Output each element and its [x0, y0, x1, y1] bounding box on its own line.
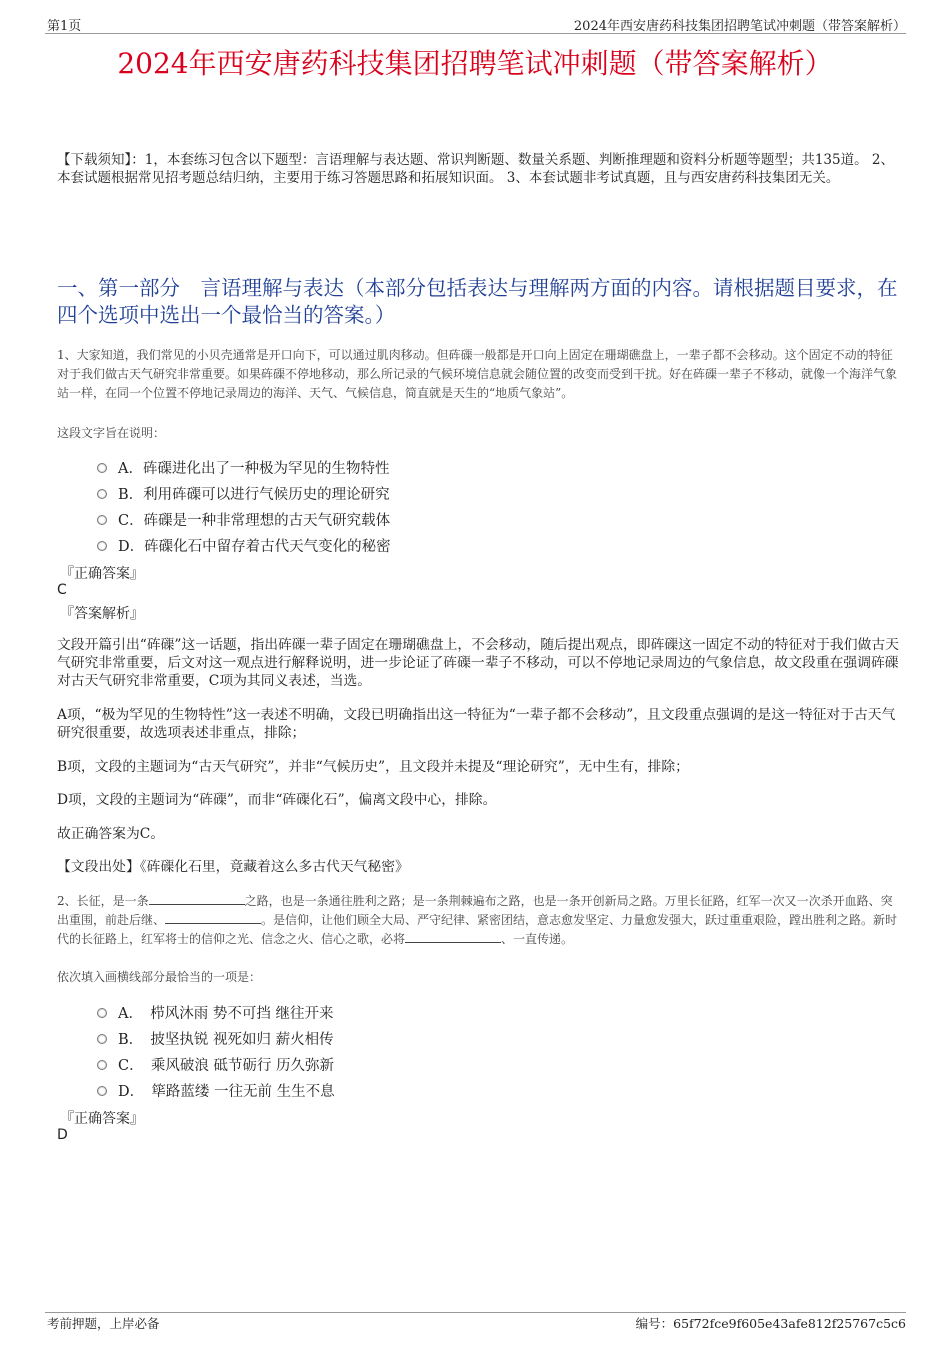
analysis-paragraph: 故正确答案为C。: [57, 826, 165, 842]
analysis-paragraph: A项，“极为罕见的生物特性”这一表述不明确，文段已明确指出这一特征为“一辈子都不会移动”，且文段重点强调的是这一特征对于古天气研究很重要，故选项表述非重点，排除；: [57, 707, 896, 741]
question-1-analysis-label: 『答案解析』: [60, 606, 144, 622]
text-segment: 。是信仰，让他们顾全大局、严守纪律、紧密团结，意志愈发坚定、力量愈发强大，跃过重重艰险，蹚出胜利之路。新时代的长征路上，红军将士的信仰之光、信念之火、信心之歌，必将: [57, 913, 898, 946]
page-number: 第1页: [47, 19, 82, 34]
radio-icon[interactable]: [97, 463, 107, 473]
radio-icon[interactable]: [97, 515, 107, 525]
question-2-answer-label: 『正确答案』: [60, 1111, 144, 1127]
question-2-option-a[interactable]: [97, 1002, 333, 1023]
question-1-option-c[interactable]: [97, 509, 390, 530]
question-1-option-d[interactable]: [97, 535, 391, 556]
question-1-option-b[interactable]: [97, 483, 390, 504]
footer-divider: [45, 1312, 906, 1313]
header-doc-title: 2024年西安唐药科技集团招聘笔试冲刺题（带答案解析）: [573, 19, 906, 34]
radio-icon[interactable]: [97, 489, 107, 499]
option-label: C． 乘风破浪 砥节砺行 历久弥新: [118, 1058, 335, 1074]
question-1-answer-label: 『正确答案』: [60, 566, 144, 582]
option-label: C．砗磲是一种非常理想的古天气研究载体: [118, 513, 391, 529]
option-label: A． 栉风沐雨 势不可挡 继往开来: [118, 1006, 334, 1022]
section-heading: 一、第一部分 言语理解与表达（本部分包括表达与理解两方面的内容。请根据题目要求，在四个选项中选出一个最恰当的答案。）: [57, 276, 898, 327]
download-notice: 【下载须知】：1，本套练习包含以下题型：言语理解与表达题、常识判断题、数量关系题、判断推理题和资料分析题等题型；共135道。 2、本套试题根据常见招考题总结归纳，主要用于练习答题思路和拓展知识面。 3、本套试题非考试真题，且与西安唐药科技集团无关。: [57, 152, 894, 186]
option-label: B．利用砗磲可以进行气候历史的理论研究: [118, 487, 390, 503]
radio-icon[interactable]: [97, 541, 107, 551]
question-1-text: 1、大家知道，我们常见的小贝壳通常是开口向下，可以通过肌肉移动。但砗磲一般都是开口向上固定在珊瑚礁盘上，一辈子都不会移动。这个固定不动的特征对于我们做古天气研究非常重要。如果砗磲不停地移动，那么所记录的气候环境信息就会随位置的改变而受到干扰。好在砗磲一辈子不移动，就像一个海洋气象站一样，在同一个位置不停地记录周边的海洋、天气、气候信息，简直就是天生的“地质气象站”。: [57, 348, 898, 400]
question-1-answer: C: [57, 582, 67, 598]
question-2-prompt: 依次填入画横线部分最恰当的一项是：: [57, 970, 262, 984]
footer-slogan: 考前押题，上岸必备: [47, 1316, 160, 1331]
option-label: A．砗磲进化出了一种极为罕见的生物特性: [118, 461, 390, 477]
question-1-prompt: 这段文字旨在说明：: [57, 426, 166, 440]
question-2-option-d[interactable]: [97, 1080, 335, 1101]
analysis-paragraph: 文段开篇引出“砗磲”这一话题，指出砗磲一辈子固定在珊瑚礁盘上，不会移动，随后提出观点，即砗磲这一固定不动的特征对于我们做古天气研究非常重要，后文对这一观点进行解释说明，进一步论证了砗磲一辈子不移动，可以不停地记录周边的气象信息，故文段重在强调砗磲对古天气研究非常重要，C项为其同义表述，当选。: [57, 637, 899, 689]
radio-icon[interactable]: [97, 1034, 107, 1044]
option-label: D． 筚路蓝缕 一往无前 生生不息: [118, 1084, 335, 1100]
fill-blank: [165, 911, 261, 924]
text-segment: 、一直传递。: [501, 932, 574, 946]
radio-icon[interactable]: [97, 1008, 107, 1018]
question-2-answer: D: [57, 1127, 68, 1143]
fill-blank: [405, 930, 501, 943]
analysis-paragraph: D项，文段的主题词为“砗磲”，而非“砗磲化石”，偏离文段中心，排除。: [57, 792, 497, 808]
header-divider: [45, 33, 906, 34]
analysis-paragraph: B项，文段的主题词为“古天气研究”，并非“气候历史”，且文段并未提及“理论研究”，无中生有，排除；: [57, 759, 689, 775]
radio-icon[interactable]: [97, 1086, 107, 1096]
text-segment: 之路，也是一条通往胜利之路；是一条荆棘遍布之路，也是一条开创新局之路。万里长征路，红军一次又一次杀开血路、突出重围，前赴后继、: [57, 894, 893, 927]
fill-blank: [149, 892, 245, 905]
question-2-option-c[interactable]: [97, 1054, 334, 1075]
question-2-option-b[interactable]: [97, 1028, 334, 1049]
text-segment: 2、长征，是一条: [57, 894, 149, 908]
page-title: 2024年西安唐药科技集团招聘笔试冲刺题（带答案解析）: [117, 47, 833, 80]
radio-icon[interactable]: [97, 1060, 107, 1070]
option-label: D．砗磲化石中留存着古代天气变化的秘密: [118, 539, 391, 555]
question-1-option-a[interactable]: [97, 457, 389, 478]
footer-serial-number: 编号：65f72fce9f605e43afe812f25767c5c6: [635, 1316, 906, 1331]
source-citation: 【文段出处】《砗磲化石里，竟藏着这么多古代天气秘密》: [57, 859, 409, 875]
option-label: B． 披坚执锐 视死如归 薪火相传: [118, 1032, 334, 1048]
question-2-text: [57, 892, 899, 949]
